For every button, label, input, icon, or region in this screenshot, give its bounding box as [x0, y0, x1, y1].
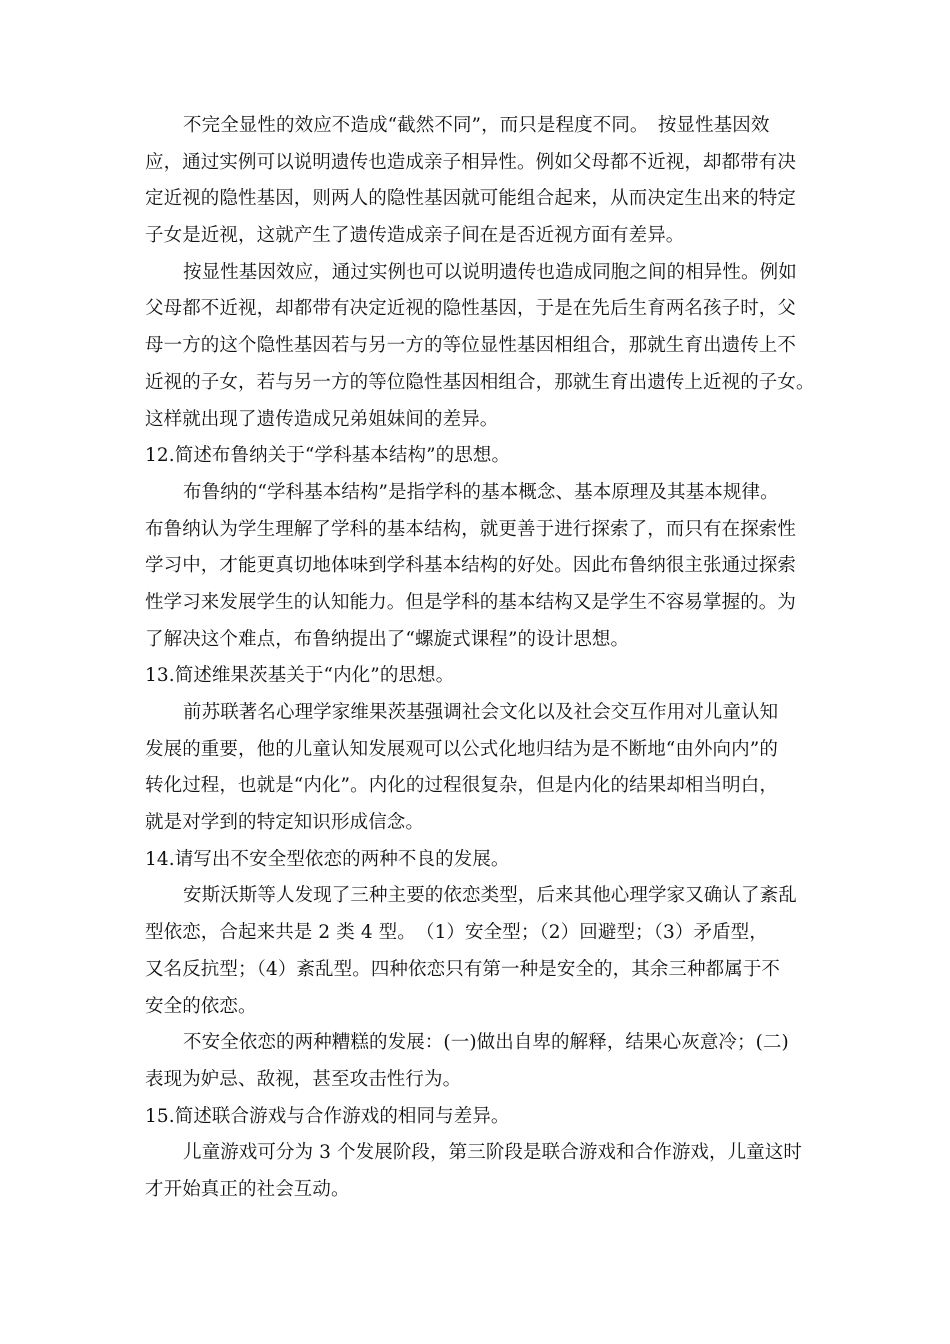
question-heading: 13.简述维果茨基关于“内化”的思想。	[145, 665, 455, 687]
paragraph-line: 母一方的这个隐性基因若与另一方的等位显性基因相组合，那就生育出遗传上不	[145, 335, 797, 357]
paragraph-line: 不安全依恋的两种糟糕的发展：(一)做出自卑的解释，结果心灰意冷；(二)	[183, 1032, 789, 1054]
paragraph-line: 子女是近视，这就产生了遗传造成亲子间在是否近视方面有差异。	[145, 225, 685, 247]
paragraph-line: 不完全显性的效应不造成“截然不同”，而只是程度不同。 按显性基因效	[183, 115, 770, 136]
paragraph-line: 这样就出现了遗传造成兄弟姐妹间的差异。	[145, 408, 499, 430]
question-heading: 14.请写出不安全型依恋的两种不良的发展。	[145, 848, 510, 870]
paragraph-line: 前苏联著名心理学家维果茨基强调社会文化以及社会交互作用对儿童认知	[183, 702, 779, 723]
paragraph-line: 近视的子女，若与另一方的等位隐性基因相组合，那就生育出遗传上近视的子女。	[145, 371, 815, 393]
paragraph-line: 性学习来发展学生的认知能力。但是学科的基本结构又是学生不容易掌握的。为	[145, 591, 797, 613]
paragraph-line: 转化过程，也就是“内化”。内化的过程很复杂，但是内化的结果却相当明白，	[145, 775, 778, 797]
paragraph-line: 表现为妒忌、敌视，甚至攻击性行为。	[145, 1068, 462, 1090]
paragraph-line: 布鲁纳的“学科基本结构”是指学科的基本概念、基本原理及其基本规律。	[183, 481, 779, 503]
question-heading: 12.简述布鲁纳关于“学科基本结构”的思想。	[145, 445, 511, 467]
paragraph-line: 了解决这个难点，布鲁纳提出了“螺旋式课程”的设计思想。	[145, 628, 630, 650]
paragraph-line: 就是对学到的特定知识形成信念。	[145, 812, 425, 834]
paragraph-line: 又名反抗型；（4）紊乱型。四种依恋只有第一种是安全的，其余三种都属于不	[145, 958, 781, 980]
paragraph-line: 型依恋，合起来共是 2 类 4 型。 （1）安全型；（2）回避型；（3）矛盾型，	[145, 922, 768, 944]
paragraph-line: 儿童游戏可分为 3 个发展阶段，第三阶段是联合游戏和合作游戏，儿童这时	[183, 1142, 803, 1164]
paragraph-line: 安斯沃斯等人发现了三种主要的依恋类型，后来其他心理学家又确认了紊乱	[183, 885, 797, 907]
paragraph-line: 学习中，才能更真切地体味到学科基本结构的好处。因此布鲁纳很主张通过探索	[145, 555, 797, 577]
paragraph-line: 安全的依恋。	[145, 995, 257, 1017]
paragraph-line: 发展的重要，他的儿童认知发展观可以公式化地归结为是不断地“由外向内”的	[145, 738, 778, 760]
paragraph-line: 布鲁纳认为学生理解了学科的基本结构，就更善于进行探索了，而只有在探索性	[145, 518, 797, 540]
paragraph-line: 定近视的隐性基因，则两人的隐性基因就可能组合起来，从而决定生出来的特定	[145, 188, 797, 210]
paragraph-line: 才开始真正的社会互动。	[145, 1178, 350, 1200]
paragraph-line: 应，通过实例可以说明遗传也造成亲子相异性。例如父母都不近视，却都带有决	[145, 151, 797, 173]
paragraph-line: 按显性基因效应，通过实例也可以说明遗传也造成同胞之间的相异性。例如	[183, 261, 797, 283]
document-body	[145, 108, 815, 1209]
question-heading: 15.简述联合游戏与合作游戏的相同与差异。	[145, 1105, 510, 1127]
paragraph-line: 父母都不近视，却都带有决定近视的隐性基因，于是在先后生育两名孩子时，父	[145, 298, 797, 320]
